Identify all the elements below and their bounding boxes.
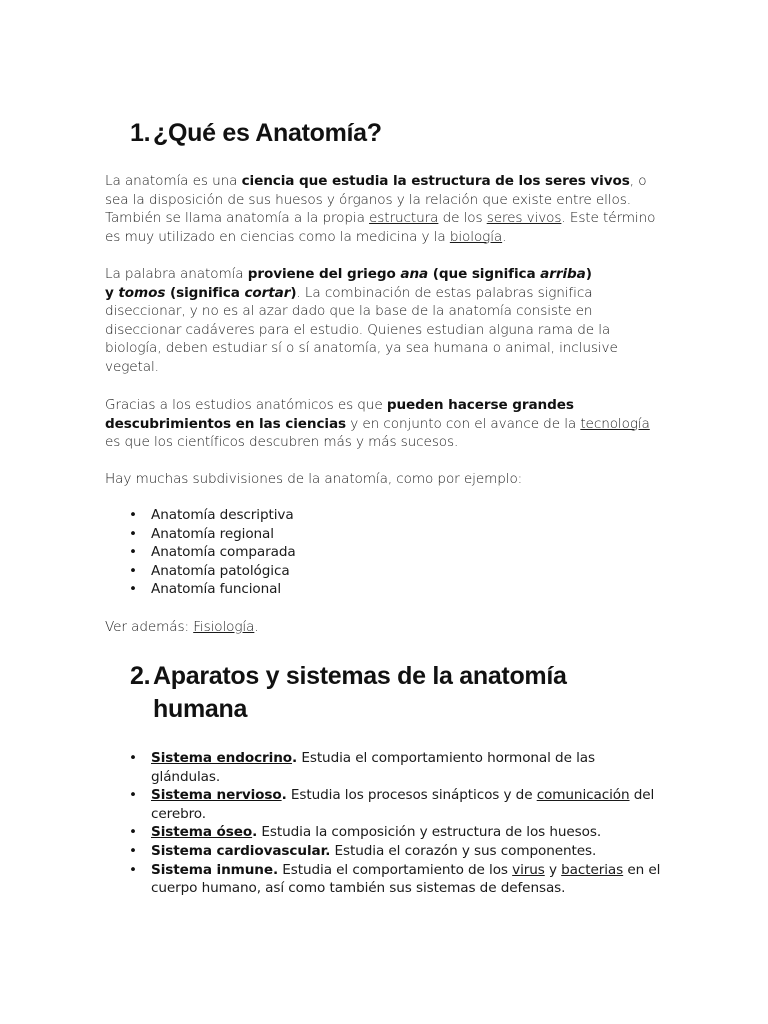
link-sistema-nervioso[interactable]: Sistema nervioso <box>151 787 282 804</box>
text: . <box>254 619 259 635</box>
link-bacterias[interactable]: bacterias <box>561 861 624 878</box>
bold-text: Sistema cardiovascular. <box>151 842 331 859</box>
paragraph-subdivisions-intro: Hay muchas subdivisiones de la anatomía, como por ejemplo: <box>105 471 523 487</box>
bold-text: ) <box>290 284 297 301</box>
text: . <box>281 787 287 804</box>
link-tecnologia[interactable]: tecnología <box>580 415 650 432</box>
text: Estudia la composición y estructura de los huesos. <box>257 824 602 841</box>
text: en el cuerpo humano, así como también sus sistemas de defensas. <box>151 861 661 897</box>
systems-list <box>105 749 665 898</box>
italic-text: ana <box>400 266 429 282</box>
list-item: • Anatomía descriptiva <box>105 506 505 525</box>
list-item-cardiovascular <box>105 842 665 861</box>
italic-text: tomos <box>118 284 166 301</box>
text: . La combinación de estas palabras significa diseccionar, y no es al azar dado que la base de la anatomía consiste en diseccionar cadáveres para el estudio. Quienes estudian alguna rama de la biología, deben estudiar sí o sí anatomía, ya sea humana o animal, inclusive vegetal. <box>105 284 618 375</box>
bold-text: (significa <box>165 284 245 301</box>
text: . <box>292 750 298 766</box>
link-seres-vivos[interactable]: seres vivos <box>486 210 562 227</box>
list-item-endocrino <box>105 749 665 786</box>
text: La anatomía es una <box>105 173 242 189</box>
link-fisiologia[interactable]: Fisiología <box>193 619 255 635</box>
list-item: • Anatomía patológica <box>105 562 505 581</box>
link-comunicacion[interactable]: comunicación <box>536 787 630 804</box>
list-item-nervioso <box>105 786 665 823</box>
subdivisions-list <box>105 506 505 599</box>
text: . <box>252 824 258 841</box>
text: Gracias a los estudios anatómicos es que <box>105 397 387 413</box>
bold-text: ciencia que estudia la estructura de los seres vivos <box>241 173 630 189</box>
paragraph-etymology <box>105 265 660 377</box>
link-biologia[interactable]: biología <box>449 228 503 245</box>
text: de los <box>438 210 487 227</box>
bold-text: ) <box>585 266 592 282</box>
section-1-title: ¿Qué es Anatomía? <box>153 119 382 147</box>
section-1-number: 1. <box>130 119 151 147</box>
list-item: • Anatomía regional <box>105 525 505 544</box>
text: Estudia el comportamiento de los <box>278 861 513 878</box>
link-virus[interactable]: virus <box>512 861 545 878</box>
section-2-heading <box>130 660 567 726</box>
section-2-title-line2: humana <box>153 695 248 723</box>
bold-text: pueden hacerse grandes descubrimientos en las ciencias <box>105 397 574 432</box>
link-sistema-oseo[interactable]: Sistema óseo <box>151 824 253 841</box>
list-item: • Anatomía funcional <box>105 580 505 599</box>
bold-text: Sistema inmune. <box>151 861 279 878</box>
italic-text: cortar <box>244 284 291 301</box>
paragraph-discoveries <box>105 396 660 452</box>
section-1-heading <box>130 117 382 150</box>
text: y <box>544 861 562 878</box>
list-item-oseo <box>105 823 665 842</box>
text: Ver además: <box>105 619 194 635</box>
italic-text: arriba <box>540 266 586 282</box>
text: es que los científicos descubren más y más sucesos. <box>105 434 459 451</box>
list-item: • Anatomía comparada <box>105 543 505 562</box>
link-sistema-endocrino[interactable]: Sistema endocrino <box>151 750 293 766</box>
text: Estudia los procesos sinápticos y de <box>286 787 537 804</box>
bold-text: y <box>105 284 119 301</box>
text: , o sea la disposición de sus huesos y órganos y la relación que existe entre ellos. También se llama anatomía a la propia <box>105 173 647 227</box>
bold-text: (que significa <box>428 266 541 282</box>
text: del cerebro. <box>151 787 655 822</box>
paragraph-see-also <box>105 618 660 637</box>
paragraph-definition <box>105 172 660 246</box>
text: La palabra anatomía <box>105 266 248 282</box>
text: Estudia el corazón y sus componentes. <box>330 842 597 859</box>
link-estructura[interactable]: estructura <box>369 210 439 227</box>
text: Estudia el comportamiento hormonal de las glándulas. <box>151 750 595 785</box>
bold-text: proviene del griego <box>247 266 401 282</box>
section-2-title-line1: Aparatos y sistemas de la anatomía <box>153 662 567 690</box>
section-2-number: 2. <box>130 662 151 690</box>
list-item-inmune <box>105 861 665 898</box>
text: . <box>502 228 507 245</box>
text: y en conjunto con el avance de la <box>346 415 581 432</box>
text: . Este término es muy utilizado en ciencias como la medicina y la <box>105 210 656 245</box>
